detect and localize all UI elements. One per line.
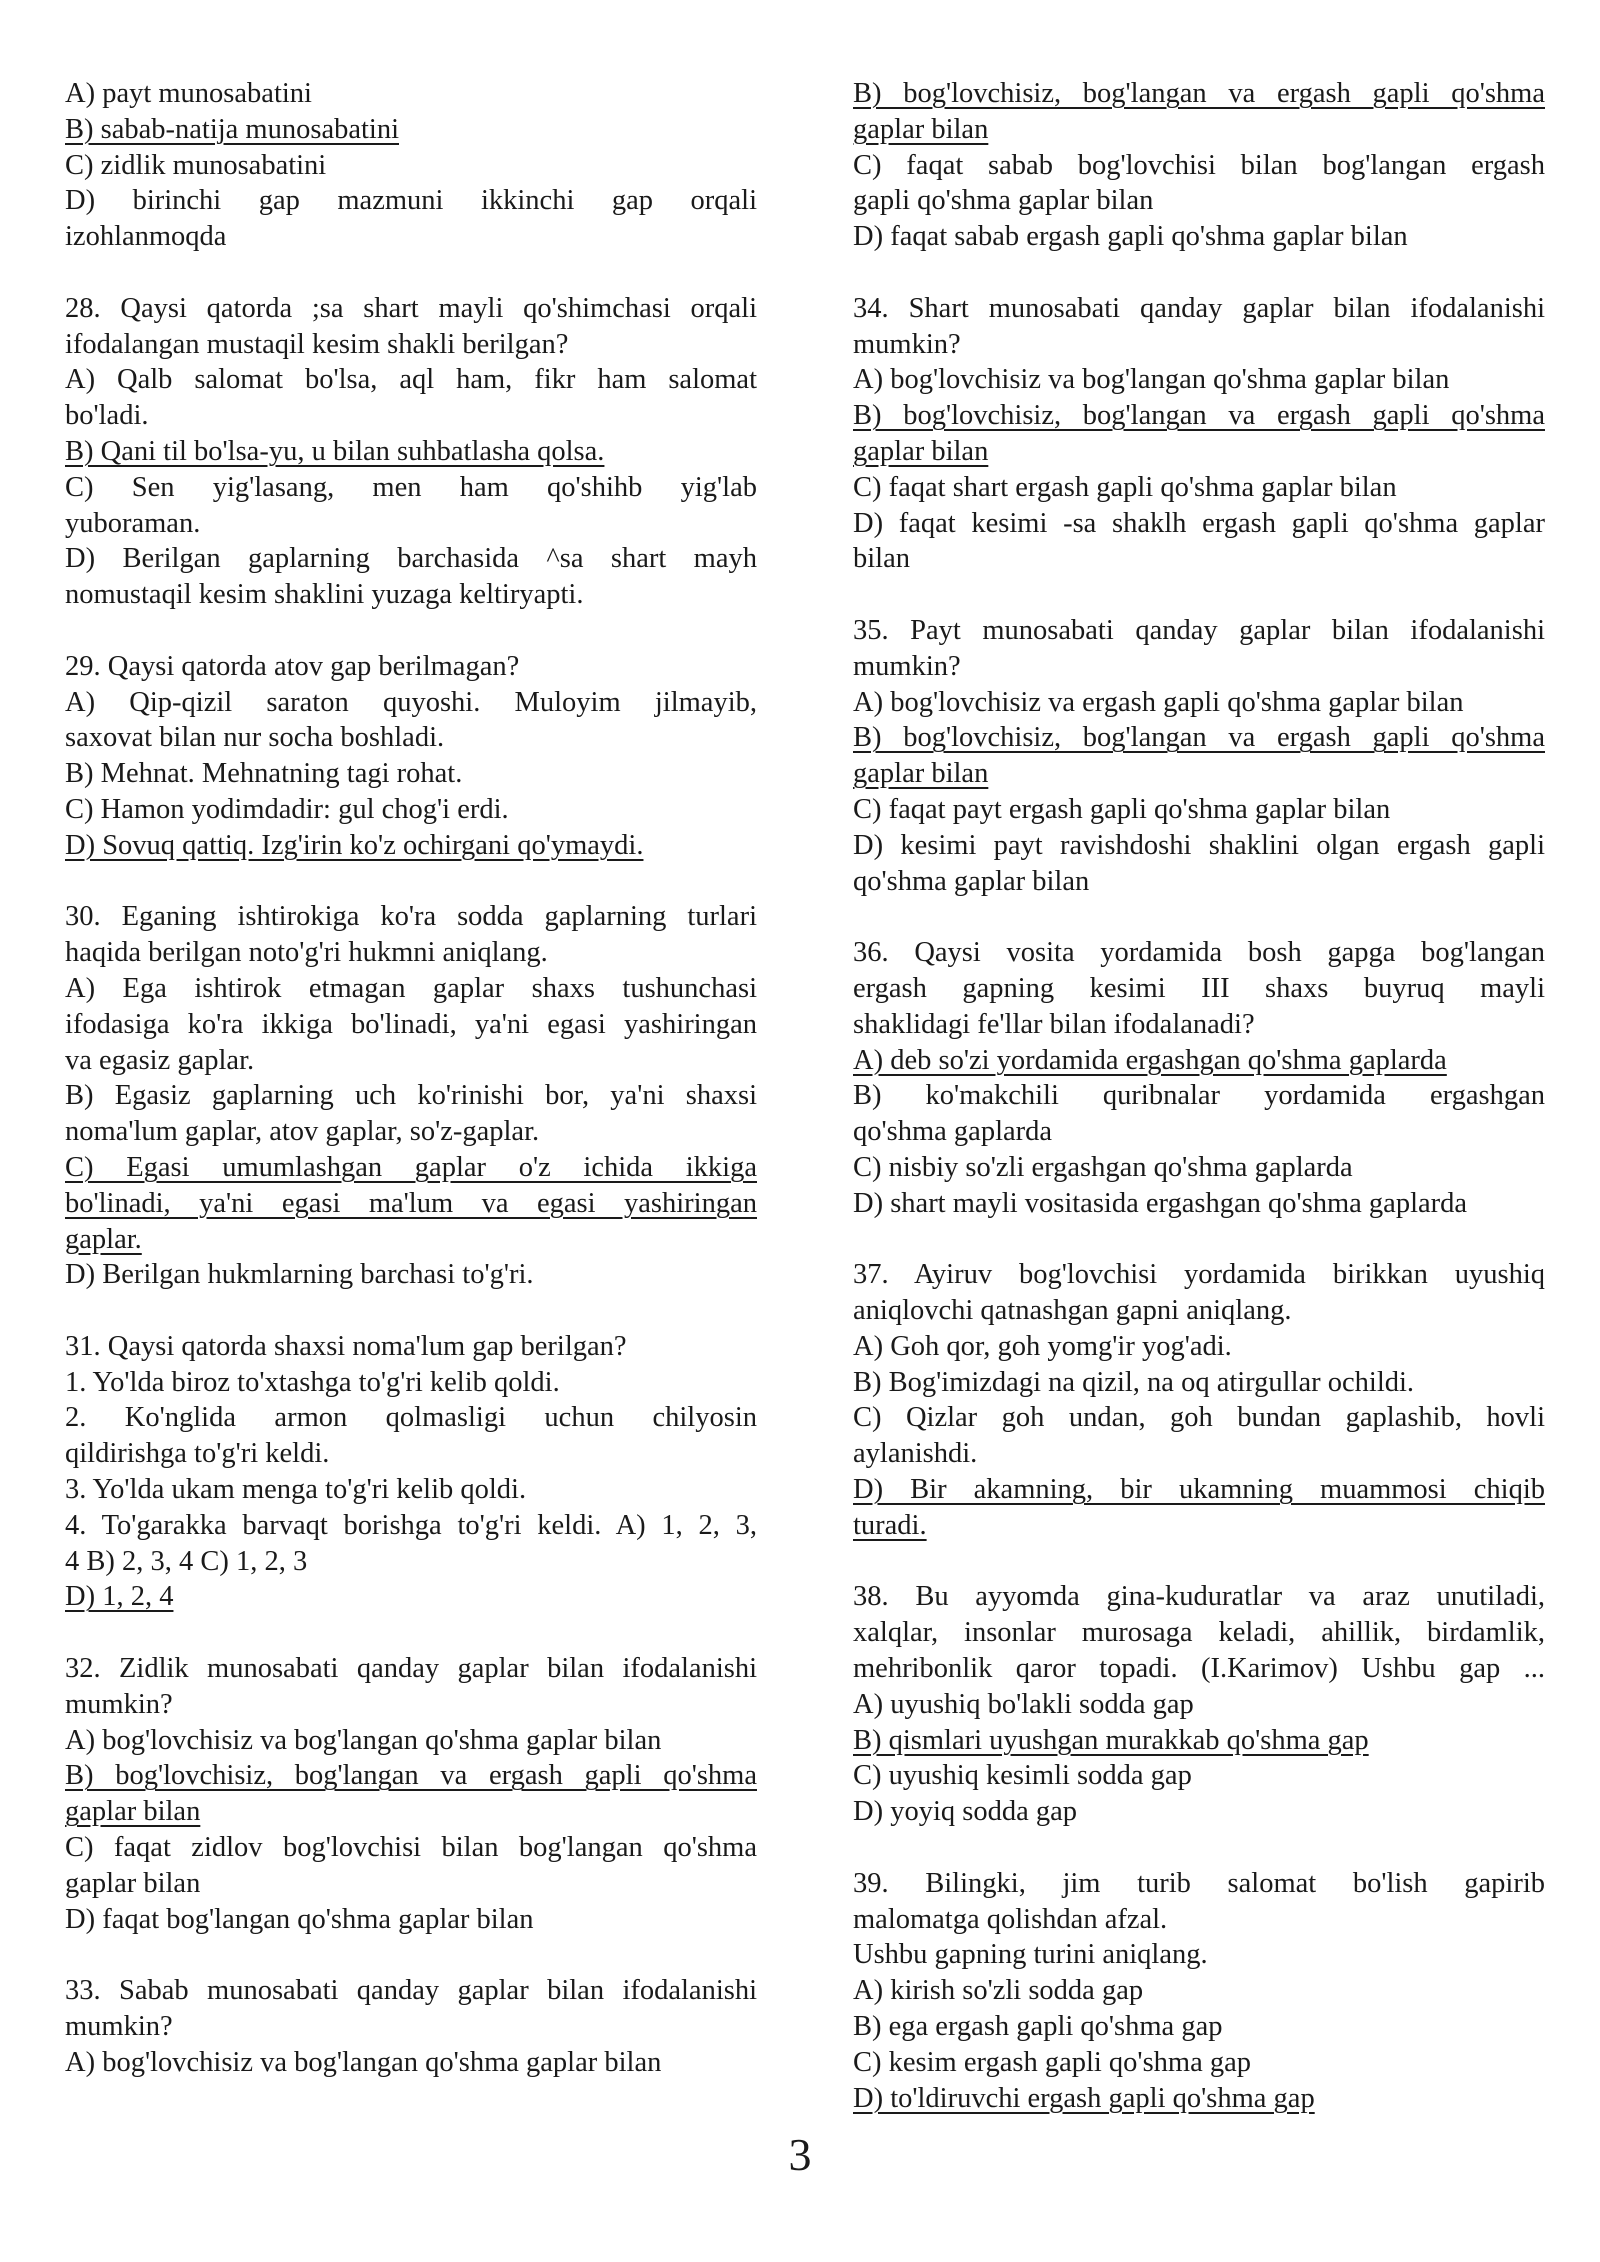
text-line: haqida berilgan noto'g'ri hukmni aniqlang. — [65, 937, 548, 969]
text-line: 33. Sabab munosabati qanday gaplar bilan ifodalanishi — [65, 1975, 757, 2007]
paragraph-gap — [65, 864, 757, 900]
text-line: C) faqat payt ergash gapli qo'shma gaplar bilan — [853, 793, 1391, 825]
text-line: A) kirish so'zli sodda gap — [853, 1975, 1144, 2007]
text-line: 34. Shart munosabati qanday gaplar bilan ifodalanishi — [853, 292, 1545, 324]
text-line: C) zidlik munosabatini — [65, 149, 327, 181]
answer-line-underlined: B) qismlari uyushgan murakkab qo'shma gap — [853, 1724, 1369, 1756]
text-line: mumkin? — [853, 328, 961, 360]
text-line: ergash gapning kesimi III shaxs buyruq mayli — [853, 972, 1545, 1004]
text-line: qo'shma gaplarda — [853, 1116, 1053, 1148]
paragraph-gap — [65, 1615, 757, 1651]
text-line: 37. Ayiruv bog'lovchisi yordamida birikkan uyushiq — [853, 1259, 1545, 1291]
text-line: qildirishga to'g'ri keldi. — [65, 1438, 330, 1470]
text-line: A) bog'lovchisiz va bog'langan qo'shma gaplar bilan — [65, 1724, 662, 1756]
text-line: mumkin? — [853, 650, 961, 682]
text-line: 38. Bu ayyomda gina-kuduratlar va araz unutiladi, — [853, 1581, 1545, 1613]
answer-line-underlined: gaplar bilan — [853, 435, 989, 467]
text-line: A) bog'lovchisiz va bog'langan qo'shma gaplar bilan — [65, 2046, 662, 2078]
answer-line-underlined: B) bog'lovchisiz, bog'langan va ergash gapli qo'shma — [65, 1760, 757, 1792]
paragraph-gap — [853, 1830, 1545, 1866]
answer-line-underlined: gaplar bilan — [65, 1796, 201, 1828]
text-line: ifodasiga ko'ra ikkiga bo'linadi, ya'ni egasi yashiringan — [65, 1008, 757, 1040]
text-line: va egasiz gaplar. — [65, 1044, 255, 1076]
text-line: A) Qip-qizil saraton quyoshi. Muloyim jilmayib, — [65, 686, 757, 718]
text-line: C) faqat shart ergash gapli qo'shma gaplar bilan — [853, 471, 1397, 503]
paragraph-gap — [853, 899, 1545, 935]
text-line: gapli qo'shma gaplar bilan — [853, 185, 1154, 217]
text-line: D) birinchi gap mazmuni ikkinchi gap orqali — [65, 185, 757, 217]
answer-line-underlined: D) Sovuq qattiq. Izg'irin ko'z ochirgani qo'ymaydi. — [65, 829, 644, 861]
answer-line-underlined: gaplar. — [65, 1223, 142, 1255]
text-line: A) bog'lovchisiz va ergash gapli qo'shma gaplar bilan — [853, 686, 1464, 718]
text-line: aylanishdi. — [853, 1438, 978, 1470]
answer-line-underlined: C) Egasi umumlashgan gaplar o'z ichida ikkiga — [65, 1151, 757, 1183]
text-line: C) Qizlar goh undan, goh bundan gaplashib, hovli — [853, 1402, 1545, 1434]
text-line: nomustaqil kesim shaklini yuzaga keltiryapti. — [65, 579, 584, 611]
text-line: saxovat bilan nur socha boshladi. — [65, 722, 445, 754]
text-line: C) nisbiy so'zli ergashgan qo'shma gaplarda — [853, 1151, 1353, 1183]
text-line: C) faqat sabab bog'lovchisi bilan bog'langan ergash — [853, 149, 1545, 181]
text-line: mehribonlik qaror topadi. (I.Karimov) Ushbu gap ... — [853, 1653, 1545, 1685]
text-line: 30. Eganing ishtirokiga ko'ra sodda gaplarning turlari — [65, 901, 757, 933]
text-line: 4 B) 2, 3, 4 C) 1, 2, 3 — [65, 1545, 308, 1577]
text-line: bo'ladi. — [65, 400, 149, 432]
answer-line-underlined: D) 1, 2, 4 — [65, 1581, 174, 1613]
text-line: qo'shma gaplar bilan — [853, 865, 1090, 897]
page-number: 3 — [788, 2129, 812, 2180]
answer-line-underlined: turadi. — [853, 1509, 927, 1541]
text-line: noma'lum gaplar, atov gaplar, so'z-gaplar. — [65, 1116, 540, 1148]
text-line: C) kesim ergash gapli qo'shma gap — [853, 2046, 1251, 2078]
paragraph-gap — [853, 1222, 1545, 1258]
text-line: B) Bog'imizdagi na qizil, na oq atirgullar ochildi. — [853, 1366, 1415, 1398]
text-line: D) kesimi payt ravishdoshi shaklini olgan ergash gapli — [853, 829, 1545, 861]
text-line: 29. Qaysi qatorda atov gap berilmagan? — [65, 650, 520, 682]
text-line: aniqlovchi qatnashgan gapni aniqlang. — [853, 1295, 1292, 1327]
text-line: D) faqat kesimi -sa shaklh ergash gapli qo'shma gaplar — [853, 507, 1545, 539]
text-line: mumkin? — [65, 1688, 173, 1720]
paragraph-gap — [853, 1544, 1545, 1580]
text-line: D) Berilgan hukmlarning barchasi to'g'ri. — [65, 1259, 534, 1291]
text-line: D) faqat bog'langan qo'shma gaplar bilan — [65, 1903, 534, 1935]
answer-line-underlined: D) to'ldiruvchi ergash gapli qo'shma gap — [853, 2082, 1315, 2114]
text-line: 4. To'garakka barvaqt borishga to'g'ri keldi. A) 1, 2, 3, — [65, 1509, 757, 1541]
text-line: 31. Qaysi qatorda shaxsi noma'lum gap berilgan? — [65, 1330, 627, 1362]
text-line: gaplar bilan — [65, 1867, 201, 1899]
text-line: 32. Zidlik munosabati qanday gaplar bilan ifodalanishi — [65, 1653, 757, 1685]
text-line: A) Goh qor, goh yomg'ir yog'adi. — [853, 1330, 1232, 1362]
text-line: 3. Yo'lda ukam menga to'g'ri kelib qoldi. — [65, 1474, 527, 1506]
text-line: C) Hamon yodimdadir: gul chog'i erdi. — [65, 793, 509, 825]
answer-line-underlined: B) bog'lovchisiz, bog'langan va ergash gapli qo'shma — [853, 400, 1545, 432]
text-line: bilan — [853, 543, 910, 575]
text-line: A) payt munosabatini — [65, 78, 312, 109]
text-line: 39. Bilingki, jim turib salomat bo'lish gapirib — [853, 1867, 1545, 1899]
answer-line-underlined: D) Bir akamning, bir ukamning muammosi chiqib — [853, 1474, 1545, 1506]
paragraph-gap — [65, 1293, 757, 1329]
text-line: D) Berilgan gaplarning barchasida ^sa shart mayh — [65, 543, 757, 575]
right-column — [853, 76, 1545, 2116]
text-line: ifodalangan mustaqil kesim shakli berilgan? — [65, 328, 569, 360]
text-line: 28. Qaysi qatorda ;sa shart mayli qo'shimchasi orqali — [65, 292, 757, 324]
text-line: A) Qalb salomat bo'lsa, aql ham, fikr ham salomat — [65, 364, 757, 396]
text-line: xalqlar, insonlar murosaga keladi, ahillik, birdamlik, — [853, 1617, 1545, 1649]
text-line: 35. Payt munosabati qanday gaplar bilan ifodalanishi — [853, 614, 1545, 646]
text-line: 1. Yo'lda biroz to'xtashga to'g'ri kelib qoldi. — [65, 1366, 560, 1398]
paragraph-gap — [65, 255, 757, 291]
answer-line-underlined: B) bog'lovchisiz, bog'langan va ergash gapli qo'shma — [853, 722, 1545, 754]
text-line: izohlanmoqda — [65, 221, 227, 253]
text-line: B) Mehnat. Mehnatning tagi rohat. — [65, 758, 463, 790]
paragraph-gap — [65, 1937, 757, 1973]
text-line: D) yoyiq sodda gap — [853, 1796, 1078, 1828]
answer-line-underlined: B) Qani til bo'lsa-yu, u bilan suhbatlasha qolsa. — [65, 435, 605, 467]
text-line: A) uyushiq bo'lakli sodda gap — [853, 1688, 1194, 1720]
text-line: 2. Ko'nglida armon qolmasligi uchun chilyosin — [65, 1402, 757, 1434]
answer-line-underlined: gaplar bilan — [853, 758, 989, 790]
text-line: B) Egasiz gaplarning uch ko'rinishi bor, ya'ni shaxsi — [65, 1080, 757, 1112]
paragraph-gap — [853, 577, 1545, 613]
text-line: Ushbu gapning turini aniqlang. — [853, 1939, 1208, 1971]
answer-line-underlined: B) bog'lovchisiz, bog'langan va ergash gapli qo'shma — [853, 78, 1545, 109]
answer-line-underlined: gaplar bilan — [853, 113, 989, 145]
paragraph-gap — [65, 613, 757, 649]
text-line: yuboraman. — [65, 507, 201, 539]
text-line: D) faqat sabab ergash gapli qo'shma gaplar bilan — [853, 221, 1408, 253]
text-line: mumkin? — [65, 2011, 173, 2043]
text-line: 36. Qaysi vosita yordamida bosh gapga bog'langan — [853, 937, 1545, 969]
text-line: malomatga qolishdan afzal. — [853, 1903, 1168, 1935]
text-line: C) Sen yig'lasang, men ham qo'shihb yig'lab — [65, 471, 757, 503]
text-line: C) faqat zidlov bog'lovchisi bilan bog'langan qo'shma — [65, 1832, 757, 1864]
answer-line-underlined: B) sabab-natija munosabatini — [65, 113, 399, 145]
left-column — [65, 76, 757, 2081]
text-line: shaklidagi fe'llar bilan ifodalanadi? — [853, 1008, 1255, 1040]
text-line: C) uyushiq kesimli sodda gap — [853, 1760, 1192, 1792]
text-line: B) ko'makchili quribnalar yordamida ergashgan — [853, 1080, 1545, 1112]
text-line: B) ega ergash gapli qo'shma gap — [853, 2011, 1223, 2043]
text-line: A) bog'lovchisiz va bog'langan qo'shma gaplar bilan — [853, 364, 1450, 396]
answer-line-underlined: A) deb so'zi yordamida ergashgan qo'shma gaplarda — [853, 1044, 1447, 1076]
paragraph-gap — [853, 255, 1545, 291]
text-line: A) Ega ishtirok etmagan gaplar shaxs tushunchasi — [65, 972, 757, 1004]
text-line: D) shart mayli vositasida ergashgan qo'shma gaplarda — [853, 1187, 1468, 1219]
answer-line-underlined: bo'linadi, ya'ni egasi ma'lum va egasi yashiringan — [65, 1187, 757, 1219]
